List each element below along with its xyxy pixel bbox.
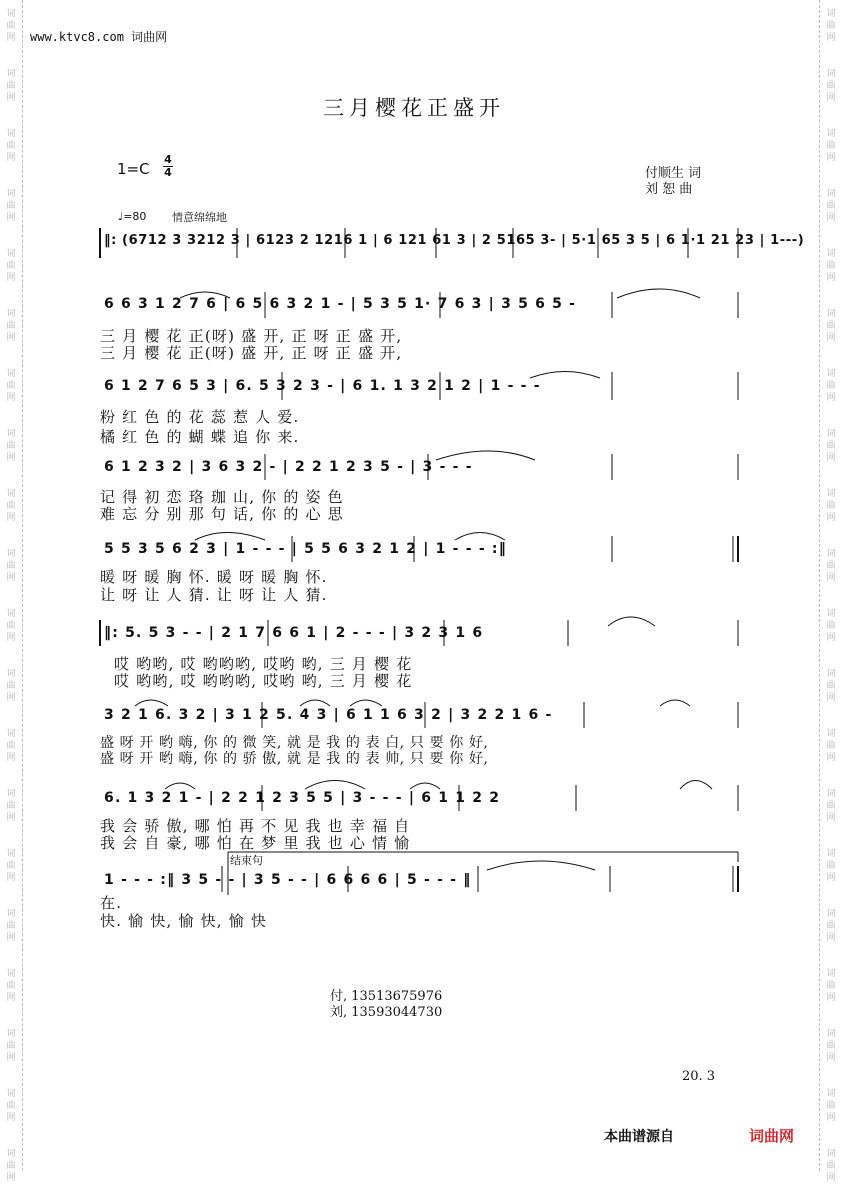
staff-7-tie	[680, 781, 712, 790]
staff-7-tie	[305, 781, 365, 790]
staff-1-tie	[617, 289, 700, 298]
staff-7-tie	[165, 783, 195, 789]
staff-2-lyrics-verse-1: 粉 红 色 的 花 蕊 惹 人 爱.	[100, 408, 300, 426]
staff-6-lyrics-verse-2: 盛 呀 开 哟 嗨, 你 的 骄 傲, 就 是 我 的 表 帅, 只 要 你 好,	[100, 751, 489, 767]
watermark-glyph-group: 词 曲 网	[6, 729, 16, 763]
watermark-glyph-group: 词 曲 网	[826, 969, 836, 1003]
watermark-glyph-group: 词 曲 网	[826, 729, 836, 763]
watermark-glyph-group: 词 曲 网	[6, 249, 16, 283]
watermark-glyph-group: 词 曲 网	[6, 369, 16, 403]
staff-5-lyrics-verse-2: 哎 哟哟, 哎 哟哟哟, 哎哟 哟, 三 月 樱 花	[114, 672, 413, 690]
contact-line-2: 刘, 13593044730	[330, 1005, 443, 1020]
lyricist-credit: 付顺生 词	[645, 166, 702, 181]
intro-staff-notes: ‖: (6712 3 3212 3 | 6123 2 1216 1 | 6 121 61 3 | 2 5165 3- | 5·1 65 3 5 | 6 1·1 21 23 | 1---)	[104, 233, 805, 248]
staff-8-tie	[487, 861, 595, 870]
staff-6-notes: 3 2 1 6. 3 2 | 3 1 2 5. 4 3 | 6 1 1 6 3 2 | 3 2 2 1 6 -	[104, 707, 553, 723]
watermark-glyph-group: 词 曲 网	[826, 369, 836, 403]
page-title: 三月樱花正盛开	[323, 96, 505, 120]
staff-6-tie	[300, 700, 330, 706]
watermark-glyph-group: 词 曲 网	[826, 189, 836, 223]
staff-4-notes: 5 5 3 5 6 2 3 | 1 - - - | 5 5 6 3 2 1 2 | 1 - - - :‖	[104, 541, 507, 557]
key-signature: 1=C	[117, 160, 150, 178]
watermark-glyph-group: 词 曲 网	[826, 429, 836, 463]
watermark-glyph-group: 词 曲 网	[6, 969, 16, 1003]
watermark-glyph-group: 词 曲 网	[6, 549, 16, 583]
watermark-glyph-group: 词 曲 网	[826, 669, 836, 703]
staff-8-lyrics-verse-1: 在.	[100, 894, 123, 912]
staff-4-tie	[195, 533, 265, 541]
ending-label: 结束句	[230, 854, 263, 867]
footer-brand-link[interactable]: 词曲网	[749, 1127, 795, 1145]
time-signature-bottom: 4	[164, 166, 172, 179]
date-label: 20. 3	[682, 1069, 716, 1084]
watermark-glyph-group: 词 曲 网	[6, 489, 16, 523]
composer-credit: 刘 恕 曲	[645, 182, 693, 197]
staff-7-lyrics-verse-1: 我 会 骄 傲, 哪 怕 再 不 见 我 也 幸 福 自	[100, 817, 411, 835]
staff-7-tie	[410, 783, 440, 789]
watermark-glyph-group: 词 曲 网	[826, 1089, 836, 1123]
staff-3-tie	[436, 451, 535, 460]
staff-1-lyrics-verse-2: 三 月 樱 花 正(呀) 盛 开, 正 呀 正 盛 开,	[100, 344, 403, 362]
watermark-glyph-group: 词 曲 网	[6, 9, 16, 43]
expression-marking: 情意绵绵地	[172, 211, 227, 224]
staff-1-notes: 6 6 3 1 2 7 6 | 6 5 6 3 2 1 - | 5 3 5 1· 7 6 3 | 3 5 6 5 -	[104, 296, 577, 312]
staff-6-tie	[660, 700, 690, 706]
staff-2-tie	[530, 372, 600, 379]
staff-3-lyrics-verse-2: 难 忘 分 别 那 句 话, 你 的 心 思	[100, 505, 344, 523]
footer-source-text: 本曲谱源自	[604, 1129, 674, 1145]
watermark-glyph-group: 词 曲 网	[6, 1029, 16, 1063]
watermark-glyph-group: 词 曲 网	[826, 609, 836, 643]
watermark-glyph-group: 词 曲 网	[826, 909, 836, 943]
staff-5-notes: ‖: 5. 5 3 - - | 2 1 7 6 6 1 | 2 - - - | 3 2 3 1 6	[104, 625, 484, 641]
watermark-glyph-group: 词 曲 网	[826, 309, 836, 343]
staff-7-lyrics-verse-2: 我 会 自 豪, 哪 怕 在 梦 里 我 也 心 情 愉	[100, 834, 411, 852]
staff-6-tie	[135, 700, 168, 706]
watermark-glyph-group: 词 曲 网	[6, 609, 16, 643]
staff-4-lyrics-verse-1: 暖 呀 暖 胸 怀. 暖 呀 暖 胸 怀.	[100, 568, 328, 586]
watermark-glyph-group: 词 曲 网	[6, 69, 16, 103]
staff-5-lyrics-verse-1: 哎 哟哟, 哎 哟哟哟, 哎哟 哟, 三 月 樱 花	[114, 655, 413, 673]
staff-7-notes: 6. 1 3 2 1 - | 2 2 1 2 3 5 5 | 3 - - - | 6 1 1 2 2	[104, 790, 501, 806]
watermark-glyph-group: 词 曲 网	[6, 309, 16, 343]
watermark-glyph-group: 词 曲 网	[6, 129, 16, 163]
watermark-glyph-group: 词 曲 网	[6, 1149, 16, 1183]
watermark-glyph-group: 词 曲 网	[6, 789, 16, 823]
watermark-glyph-group: 词 曲 网	[826, 249, 836, 283]
staff-6-lyrics-verse-1: 盛 呀 开 哟 嗨, 你 的 微 笑, 就 是 我 的 表 白, 只 要 你 好,	[100, 735, 489, 751]
watermark-glyph-group: 词 曲 网	[6, 909, 16, 943]
staff-2-lyrics-verse-2: 橘 红 色 的 蝴 蝶 追 你 来.	[100, 428, 300, 446]
watermark-glyph-group: 词 曲 网	[826, 129, 836, 163]
tempo-marking: ♩=80	[118, 210, 147, 223]
watermark-glyph-group: 词 曲 网	[826, 849, 836, 883]
staff-4-tie	[455, 533, 505, 541]
watermark-glyph-group: 词 曲 网	[826, 1029, 836, 1063]
site-header-link[interactable]: www.ktvc8.com 词曲网	[30, 30, 168, 44]
staff-8-notes: 1 - - - :‖ 3 5 - - | 3 5 - - | 6 6 6 6 | 5 - - - ‖	[104, 872, 472, 888]
watermark-glyph-group: 词 曲 网	[6, 189, 16, 223]
watermark-glyph-group: 词 曲 网	[826, 549, 836, 583]
contact-line-1: 付, 13513675976	[330, 989, 443, 1004]
staff-2-notes: 6 1 2 7 6 5 3 | 6. 5 3 2 3 - | 6 1. 1 3 2 1 2 | 1 - - -	[104, 378, 541, 394]
watermark-glyph-group: 词 曲 网	[6, 849, 16, 883]
watermark-glyph-group: 词 曲 网	[826, 1149, 836, 1183]
time-signature-top: 4	[164, 153, 172, 166]
watermark-glyph-group: 词 曲 网	[826, 69, 836, 103]
watermark-glyph-group: 词 曲 网	[6, 669, 16, 703]
staff-8-lyrics-verse-2: 快. 愉 快, 愉 快, 愉 快	[100, 912, 268, 930]
staff-3-lyrics-verse-1: 记 得 初 恋 珞 珈 山, 你 的 姿 色	[100, 488, 344, 506]
staff-6-tie	[350, 700, 382, 706]
staff-3-notes: 6 1 2 3 2 | 3 6 3 2 - | 2 2 1 2 3 5 - | 3 - - -	[104, 459, 473, 475]
staff-1-lyrics-verse-1: 三 月 樱 花 正(呀) 盛 开, 正 呀 正 盛 开,	[100, 327, 403, 345]
watermark-glyph-group: 词 曲 网	[826, 489, 836, 523]
watermark-glyph-group: 词 曲 网	[826, 789, 836, 823]
watermark-glyph-group: 词 曲 网	[6, 429, 16, 463]
staff-4-lyrics-verse-2: 让 呀 让 人 猜. 让 呀 让 人 猜.	[100, 586, 328, 604]
staff-5-tie	[608, 617, 655, 626]
watermark-glyph-group: 词 曲 网	[6, 1089, 16, 1123]
watermark-glyph-group: 词 曲 网	[826, 9, 836, 43]
staff-1-tie	[180, 292, 230, 298]
